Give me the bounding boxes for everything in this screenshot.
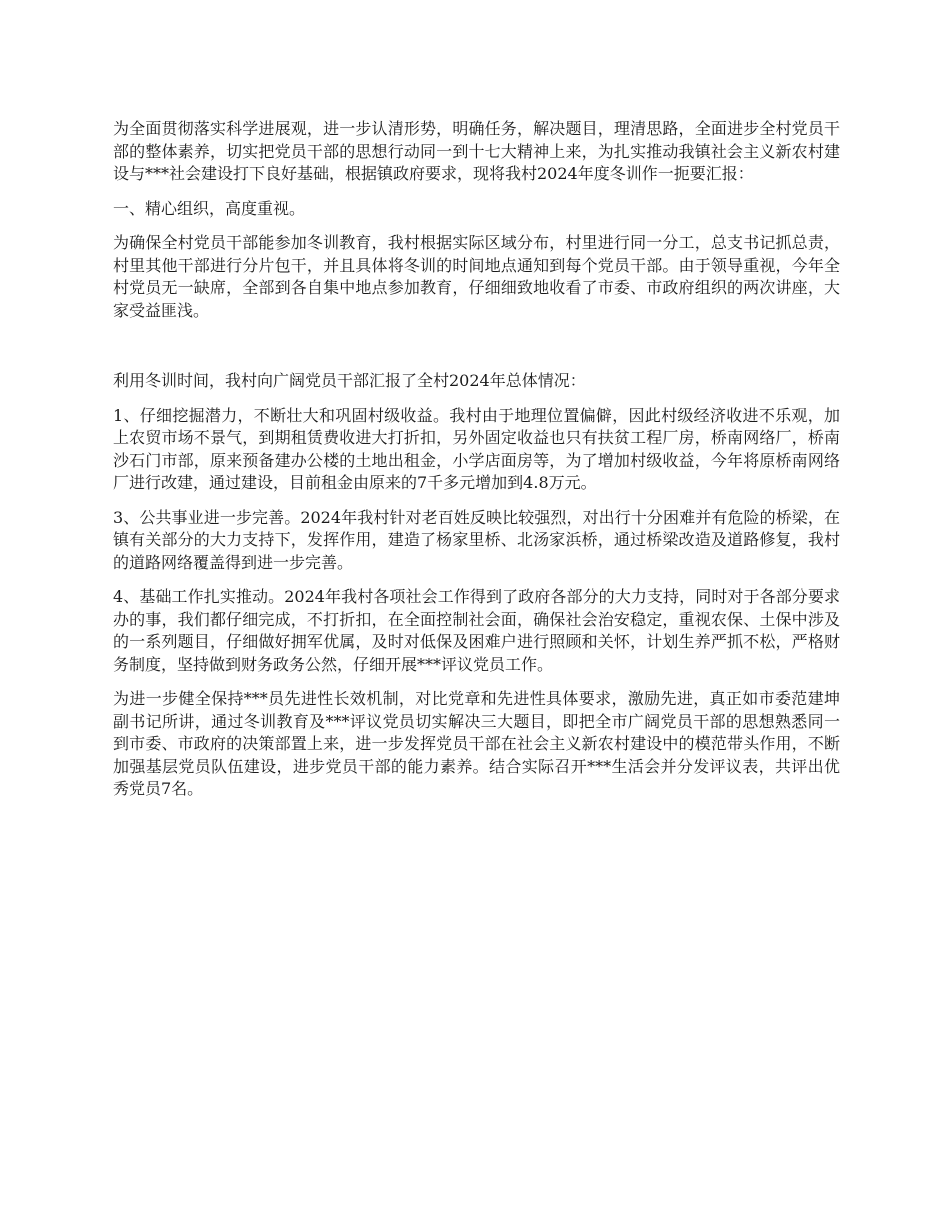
intro-paragraph: 为全面贯彻落实科学进展观，进一步认清形势，明确任务，解决题目，理清思路，全面进步全村党员干部的整体素养，切实把党员干部的思想行动同一到十七大精神上来，为扎实推动我镇社会主义新农村建设与***社会建设打下良好基础，根据镇政府要求，现将我村2024年度冬训作一扼要汇报：	[113, 119, 840, 183]
summary-intro-paragraph: 利用冬训时间，我村向广阔党员干部汇报了全村2024年总体情况：	[113, 371, 586, 390]
section-heading: 一、精心组织，高度重视。	[113, 198, 306, 218]
closing-paragraph: 为进一步健全保持***员先进性长效机制，对比党章和先进性具体要求，激励先进，真正如市委范建坤副书记所讲，通过冬训教育及***评议党员切实解决三大题目，即把全市广阔党员干部的思想熟悉同一到市委、市政府的决策部置上来，进一步发挥党员干部在社会主义新农村建设中的模范带头作用，不断加强基层党员队伍建设，进步党员干部的能力素养。结合实际召开***生活会并分发评议表，共评出优秀党员7名。	[113, 689, 840, 798]
document-body	[113, 118, 840, 813]
paragraph-gap	[113, 334, 840, 370]
item-1-paragraph: 1、仔细挖掘潜力，不断壮大和巩固村级收益。我村由于地理位置偏僻，因此村级经济收进不乐观，加上农贸市场不景气，到期租赁费收进大打折扣，另外固定收益也只有扶贫工程厂房，桥南网络厂，桥南沙石门市部，原来预备建办公楼的土地出租金，小学店面房等，为了增加村级收益，今年将原桥南网络厂进行改建，通过建设，目前租金由原来的7千多元增加到4.8万元。	[113, 405, 840, 492]
item-3-paragraph: 3、公共事业进一步完善。2024年我村针对老百姓反映比较强烈，对出行十分困难并有危险的桥梁，在镇有关部分的大力支持下，发挥作用，建造了杨家里桥、北汤家浜桥，通过桥梁改造及道路修复，我村的道路网络覆盖得到进一步完善。	[113, 507, 840, 572]
organization-paragraph: 为确保全村党员干部能参加冬训教育，我村根据实际区域分布，村里进行同一分工，总支书记抓总责，村里其他干部进行分片包干，并且具体将冬训的时间地点通知到每个党员干部。由于领导重视，今年全村党员无一缺席，全部到各自集中地点参加教育，仔细细致地收看了市委、市政府组织的两次讲座，大家受益匪浅。	[113, 233, 840, 320]
item-4-paragraph: 4、基础工作扎实推动。2024年我村各项社会工作得到了政府各部分的大力支持，同时对于各部分要求办的事，我们都仔细完成，不打折扣，在全面控制社会面，确保社会治安稳定，重视农保、土保中涉及的一系列题目，仔细做好拥军优属，及时对低保及困难户进行照顾和关怀，计划生养严抓不松，严格财务制度，坚持做到财务政务公然，仔细开展***评议党员工作。	[113, 587, 840, 674]
